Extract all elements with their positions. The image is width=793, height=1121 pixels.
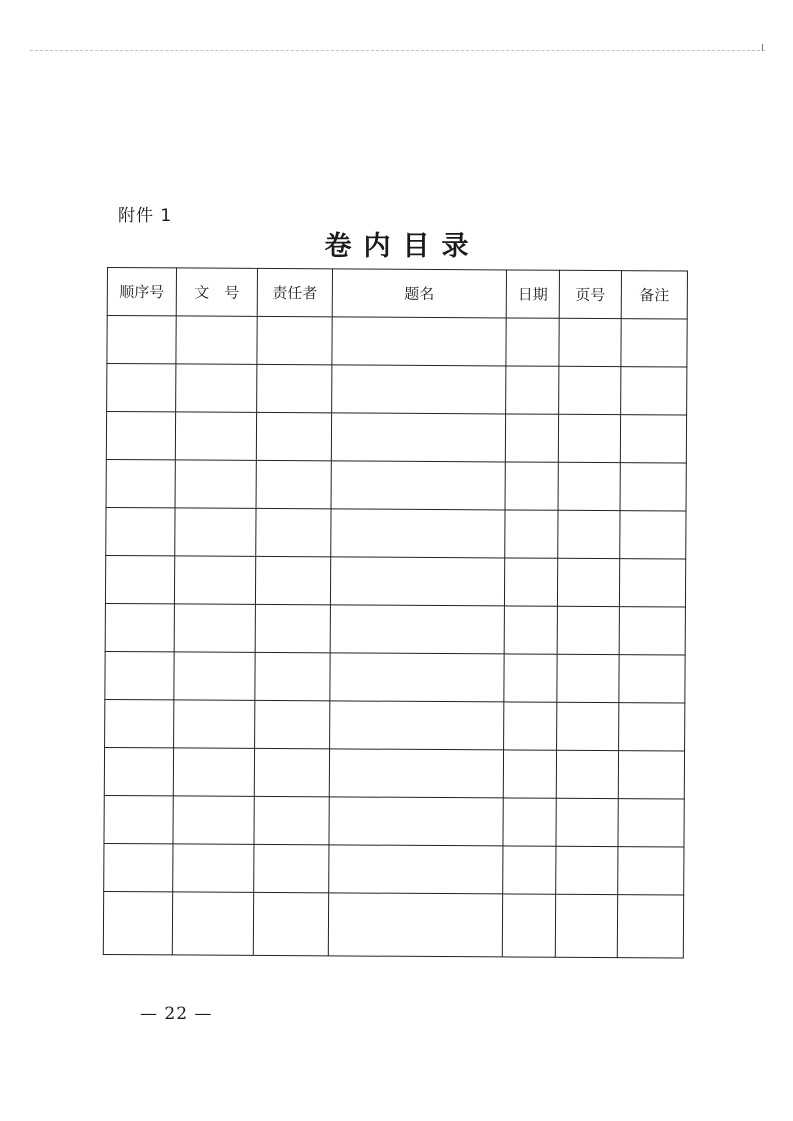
table-cell-responsible-party — [254, 844, 329, 892]
table-cell-remarks — [619, 703, 685, 751]
table-cell-remarks — [618, 799, 684, 847]
table-cell-page-no — [557, 558, 619, 606]
table-row — [104, 843, 684, 895]
table-cell-remarks — [617, 895, 683, 958]
table-cell-sequence-no — [106, 459, 175, 507]
table-row — [106, 507, 686, 559]
table-cell-sequence-no — [105, 555, 174, 603]
table-cell-page-no — [556, 846, 618, 894]
table-cell-title — [330, 653, 504, 702]
table-cell-responsible-party — [256, 412, 331, 460]
table-cell-remarks — [619, 655, 685, 703]
table-cell-document-no — [175, 460, 256, 508]
table-cell-page-no — [557, 654, 619, 702]
table-row — [103, 891, 683, 958]
table-row — [105, 651, 685, 703]
table-cell-sequence-no — [104, 843, 173, 891]
table-row — [105, 699, 685, 751]
table-cell-document-no — [172, 892, 253, 955]
table-cell-document-no — [174, 604, 255, 652]
table-cell-responsible-party — [255, 700, 330, 748]
page-number: — 22 — — [140, 1004, 213, 1024]
table-cell-title — [329, 845, 503, 894]
table-cell-responsible-party — [254, 748, 329, 796]
table-cell-document-no — [175, 412, 256, 460]
table-cell-responsible-party — [255, 652, 330, 700]
table-cell-responsible-party — [255, 556, 330, 604]
table-cell-title — [329, 797, 503, 846]
table-cell-document-no — [175, 508, 256, 556]
table-cell-title — [330, 557, 504, 606]
table-cell-page-no — [557, 702, 619, 750]
table-cell-page-no — [557, 606, 619, 654]
table-cell-document-no — [176, 364, 257, 412]
table-cell-date — [505, 510, 558, 558]
table-cell-sequence-no — [105, 651, 174, 699]
column-header-title: 题名 — [332, 269, 506, 318]
table-cell-page-no — [555, 894, 617, 957]
table-cell-document-no — [176, 316, 257, 364]
table-row — [106, 459, 686, 511]
table-cell-remarks — [620, 463, 686, 511]
table-cell-remarks — [619, 607, 685, 655]
table-cell-title — [330, 701, 504, 750]
table-cell-responsible-party — [253, 892, 328, 955]
column-header-responsible-party: 责任者 — [257, 268, 332, 316]
table-cell-responsible-party — [257, 364, 332, 412]
table-cell-responsible-party — [254, 796, 329, 844]
table-cell-document-no — [174, 652, 255, 700]
table-row — [106, 412, 686, 464]
table-row — [107, 364, 687, 416]
table-cell-sequence-no — [104, 795, 173, 843]
table-cell-title — [330, 605, 504, 654]
table-cell-page-no — [558, 510, 620, 558]
table-cell-document-no — [173, 796, 254, 844]
table-cell-document-no — [173, 748, 254, 796]
table-cell-date — [504, 702, 557, 750]
table-cell-title — [331, 509, 505, 558]
table-cell-sequence-no — [104, 747, 173, 795]
table-cell-responsible-party — [257, 316, 332, 364]
table-cell-date — [503, 846, 556, 894]
table-cell-date — [502, 894, 555, 957]
table-cell-sequence-no — [106, 412, 175, 460]
table-cell-date — [504, 606, 557, 654]
table-cell-remarks — [620, 415, 686, 463]
table-header-row — [107, 268, 687, 320]
column-header-document-no: 文 号 — [176, 268, 257, 316]
table-row — [107, 316, 687, 368]
page-title: 卷内目录 — [324, 231, 481, 262]
table-cell-responsible-party — [256, 460, 331, 508]
column-header-remarks: 备注 — [621, 271, 687, 319]
table-cell-remarks — [621, 319, 687, 367]
table-cell-remarks — [620, 511, 686, 559]
column-header-date: 日期 — [506, 270, 559, 318]
table-cell-title — [332, 365, 506, 414]
table-cell-page-no — [556, 750, 618, 798]
table-cell-title — [331, 413, 505, 462]
table-cell-page-no — [559, 318, 621, 366]
table-cell-title — [332, 317, 506, 366]
table-cell-date — [506, 366, 559, 414]
scan-edge-mark — [762, 44, 763, 51]
column-header-sequence-no: 顺序号 — [107, 268, 176, 316]
table-cell-title — [331, 461, 505, 510]
table-cell-date — [503, 750, 556, 798]
table-row — [104, 795, 684, 847]
table-cell-sequence-no — [105, 699, 174, 747]
table-cell-date — [504, 558, 557, 606]
column-header-page-no: 页号 — [559, 270, 621, 318]
table-body — [103, 316, 687, 959]
attachment-label: 附件 1 — [118, 206, 173, 226]
table-cell-date — [504, 654, 557, 702]
table-cell-date — [506, 318, 559, 366]
table-cell-page-no — [559, 366, 621, 414]
table-cell-remarks — [618, 847, 684, 895]
table-cell-page-no — [558, 414, 620, 462]
table-cell-title — [328, 893, 502, 957]
table-cell-date — [505, 414, 558, 462]
table-cell-document-no — [173, 844, 254, 892]
table-cell-document-no — [174, 700, 255, 748]
table-row — [104, 747, 684, 799]
catalog-table — [103, 267, 688, 959]
table-cell-date — [503, 798, 556, 846]
table-cell-sequence-no — [105, 603, 174, 651]
table-cell-remarks — [619, 559, 685, 607]
table-cell-page-no — [556, 798, 618, 846]
scan-edge-line — [30, 50, 765, 51]
table-cell-responsible-party — [255, 604, 330, 652]
table-cell-title — [329, 749, 503, 798]
table-cell-remarks — [621, 367, 687, 415]
table-cell-responsible-party — [256, 508, 331, 556]
table-row — [105, 555, 685, 607]
table-cell-sequence-no — [107, 316, 176, 364]
table-cell-remarks — [618, 751, 684, 799]
table-cell-sequence-no — [106, 507, 175, 555]
table-cell-date — [505, 462, 558, 510]
table-cell-document-no — [174, 556, 255, 604]
table-cell-sequence-no — [107, 364, 176, 412]
table-cell-sequence-no — [103, 891, 172, 954]
table-row — [105, 603, 685, 655]
table-cell-page-no — [558, 462, 620, 510]
